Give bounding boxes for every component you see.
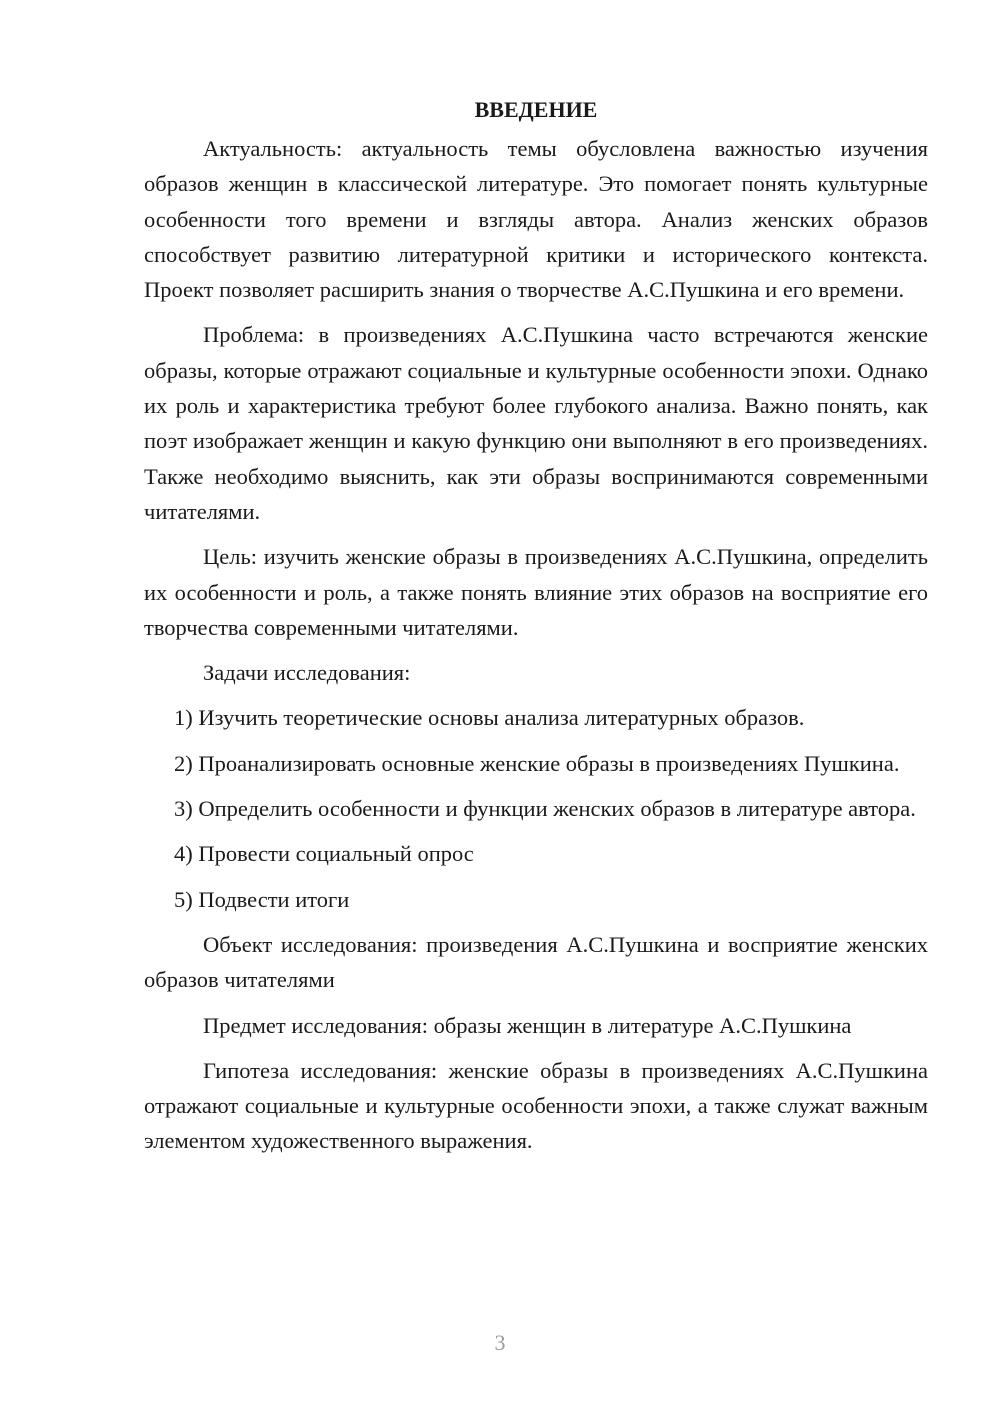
paragraph-hypothesis: Гипотеза исследования: женские образы в произведениях А.С.Пушкина отражают социальные и культурные особенности эпохи, а также служат важным элементом художественного выражения. <box>144 1057 928 1154</box>
page-number: 3 <box>494 1330 506 1355</box>
paragraph-object: Объект исследования: произведения А.С.Пушкина и восприятие женских образов читателями <box>144 931 928 993</box>
page-content <box>144 92 928 1169</box>
task-item-5: 5) Подвести итоги <box>174 886 350 912</box>
task-item-2: 2) Проанализировать основные женские образы в произведениях Пушкина. <box>174 750 900 776</box>
paragraph-relevance: Актуальность: актуальность темы обусловлена важностью изучения образов женщин в классической литературе. Это помогает понять культурные особенности того времени и взгляды автора. Анализ женских образов способствует развитию литературной критики и исторического контекста. Проект позволяет расширить знания о творчестве А.С.Пушкина и его времени. <box>144 136 928 303</box>
page-title: ВВЕДЕНИЕ <box>474 97 598 122</box>
paragraph-problem: Проблема: в произведениях А.С.Пушкина часто встречаются женские образы, которые отражают социальные и культурные особенности эпохи. Однако их роль и характеристика требуют более глубокого анализа. Важно понять, как поэт изображает женщин и какую функцию они выполняют в его произведениях. Также необходимо выяснить, как эти образы воспринимаются современными читателями. <box>144 322 928 524</box>
paragraph-subject: Предмет исследования: образы женщин в литературе А.С.Пушкина <box>203 1012 852 1038</box>
task-item-1: 1) Изучить теоретические основы анализа литературных образов. <box>174 705 805 731</box>
task-item-4: 4) Провести социальный опрос <box>174 841 474 867</box>
task-item-3: 3) Определить особенности и функции женских образов в литературе автора. <box>174 796 916 822</box>
tasks-heading: Задачи исследования: <box>203 660 411 686</box>
paragraph-goal: Цель: изучить женские образы в произведениях А.С.Пушкина, определить их особенности и роль, а также понять влияние этих образов на восприятие его творчества современными читателями. <box>144 544 928 640</box>
